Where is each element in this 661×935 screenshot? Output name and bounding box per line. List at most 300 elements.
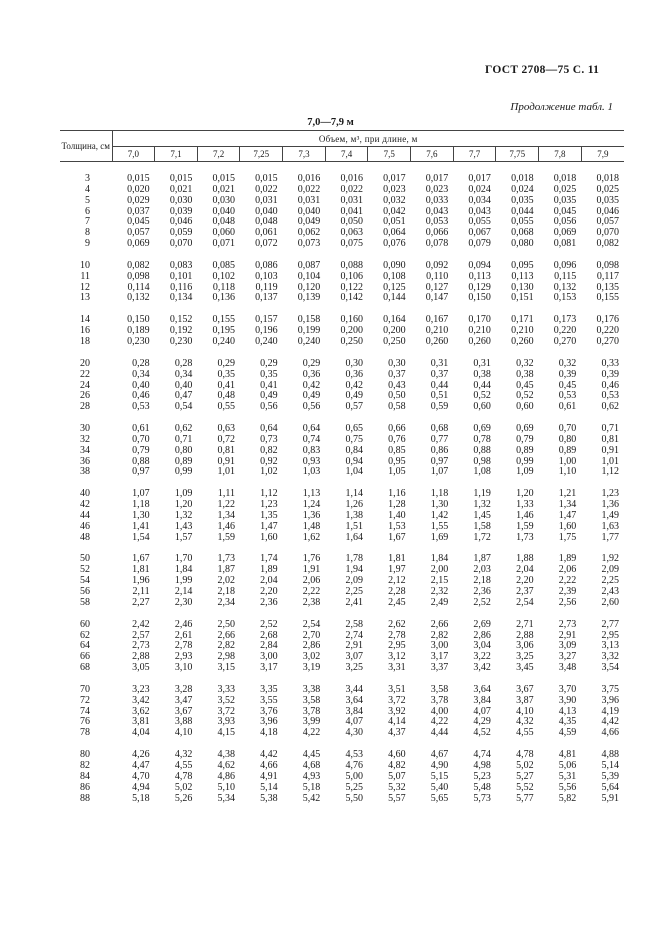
volume-cell: 0,240	[297, 335, 321, 347]
volume-cell: 1,87	[217, 564, 235, 576]
volume-cell: 0,048	[255, 216, 278, 228]
volume-cell: 1,70	[174, 553, 193, 565]
volume-cell: 2,14	[174, 586, 193, 597]
volume-cell: 3,28	[174, 683, 193, 695]
volume-cell: 2,38	[302, 596, 321, 608]
volume-cell: 1,67	[388, 531, 406, 543]
volume-cell: 2,00	[430, 564, 449, 576]
volume-cell: 0,45	[558, 379, 577, 391]
volume-cell: 0,073	[297, 238, 321, 250]
volume-cell: 0,80	[174, 444, 193, 456]
volume-cell: 0,025	[596, 183, 619, 195]
volume-cell: 0,54	[174, 401, 193, 413]
volume-cell: 2,34	[217, 596, 235, 608]
volume-cell: 2,60	[601, 596, 619, 608]
volume-cell: 2,86	[473, 629, 491, 641]
volume-cell: 4,38	[217, 749, 235, 761]
volume-cell: 3,19	[302, 662, 321, 674]
volume-cell: 0,119	[255, 281, 278, 293]
volume-cell: 1,59	[217, 531, 235, 543]
volume-cell: 0,63	[217, 423, 235, 435]
volume-cell: 0,094	[468, 259, 491, 271]
length-header-cell: 7,9	[581, 147, 624, 162]
volume-cell: 0,32	[516, 357, 534, 369]
thickness-cell: 88	[80, 792, 90, 804]
volume-cell: 0,200	[340, 325, 363, 337]
volume-cell: 2,25	[601, 575, 619, 587]
volume-cell: 0,164	[383, 314, 406, 326]
volume-cell: 3,88	[174, 716, 193, 728]
thickness-cell: 13	[80, 292, 90, 304]
volume-cell: 4,68	[302, 759, 321, 771]
volume-cell: 3,93	[217, 716, 235, 728]
volume-cell: 4,32	[516, 716, 534, 728]
volume-cell: 0,055	[511, 216, 534, 228]
volume-cell: 0,051	[383, 216, 406, 228]
volume-cell: 1,67	[132, 553, 150, 565]
volume-cell: 0,135	[596, 281, 619, 293]
volume-cell: 3,00	[260, 651, 278, 663]
volume-cell: 5,18	[302, 781, 321, 793]
volume-cell: 0,99	[516, 455, 534, 467]
volume-cell: 2,49	[430, 596, 449, 608]
volume-cell: 0,83	[302, 444, 321, 456]
volume-cell: 0,041	[340, 205, 363, 217]
volume-cell: 4,82	[388, 759, 406, 771]
volume-cell: 0,47	[174, 390, 193, 402]
volume-cell: 2,71	[516, 618, 534, 630]
volume-cell: 1,13	[302, 488, 321, 500]
volume-cell: 0,018	[596, 173, 619, 184]
volume-cell: 0,069	[127, 238, 150, 250]
volume-cell: 0,017	[468, 173, 491, 184]
volume-cell: 3,10	[174, 662, 193, 674]
volume-cell: 0,34	[174, 368, 193, 380]
volume-cell: 0,58	[388, 401, 406, 413]
thickness-cell: 36	[80, 455, 90, 467]
volume-cell: 0,91	[601, 444, 619, 456]
thickness-cell: 7	[85, 216, 90, 228]
volume-cell: 5,64	[601, 781, 619, 793]
thickness-cell: 82	[80, 759, 90, 771]
volume-cell: 5,18	[132, 792, 150, 804]
volume-cell: 1,04	[345, 466, 363, 478]
volume-cell: 1,53	[388, 520, 406, 532]
volume-cell: 0,031	[255, 194, 278, 206]
volume-cell: 1,59	[516, 520, 534, 532]
volume-cell: 0,021	[212, 183, 235, 195]
volume-cell: 4,37	[388, 727, 406, 739]
volume-cell: 4,55	[516, 727, 534, 739]
volume-cell: 0,061	[255, 227, 278, 239]
volume-cell: 0,022	[297, 183, 321, 195]
volume-header: Объем, м³, при длине, м	[112, 131, 624, 147]
volume-cell: 1,84	[430, 553, 449, 565]
volume-cell: 1,92	[601, 553, 619, 565]
volume-cell: 3,37	[430, 662, 449, 674]
volume-cell: 5,65	[430, 792, 449, 804]
volume-cell: 0,018	[553, 173, 577, 184]
volume-cell: 1,55	[430, 520, 449, 532]
volume-cell: 1,24	[302, 499, 321, 511]
volume-cell: 1,11	[217, 488, 235, 500]
volume-cell: 2,98	[217, 651, 235, 663]
volume-cell: 3,90	[558, 694, 577, 706]
volume-cell: 0,113	[511, 270, 534, 282]
thickness-cell: 32	[80, 433, 90, 445]
volume-cell: 1,21	[558, 488, 577, 500]
volume-cell: 4,04	[132, 727, 150, 739]
volume-cell: 0,86	[430, 444, 449, 456]
volume-cell: 0,134	[169, 292, 193, 304]
table-body	[60, 162, 624, 805]
volume-cell: 0,80	[558, 433, 577, 445]
table-row	[60, 272, 624, 283]
table-row	[60, 402, 624, 413]
volume-cell: 1,46	[516, 509, 534, 521]
volume-cell: 4,10	[516, 705, 534, 717]
volume-cell: 2,32	[430, 586, 449, 597]
volume-cell: 2,04	[516, 564, 534, 576]
volume-cell: 0,60	[516, 401, 534, 413]
volume-cell: 0,98	[473, 455, 491, 467]
volume-cell: 0,039	[169, 205, 193, 217]
volume-cell: 4,67	[430, 749, 449, 761]
volume-cell: 1,73	[217, 553, 235, 565]
volume-cell: 4,94	[132, 781, 150, 793]
thickness-cell: 20	[80, 357, 90, 369]
thickness-cell: 4	[85, 183, 90, 195]
volume-cell: 1,20	[174, 499, 193, 511]
volume-cell: 4,74	[473, 749, 491, 761]
volume-cell: 0,127	[425, 281, 449, 293]
volume-cell: 3,52	[217, 694, 235, 706]
volume-cell: 1,81	[132, 564, 150, 576]
volume-cell: 0,113	[468, 270, 491, 282]
volume-cell: 0,88	[473, 444, 491, 456]
volume-cell: 0,79	[516, 433, 534, 445]
thickness-cell: 14	[80, 314, 90, 326]
volume-cell: 0,44	[473, 379, 491, 391]
volume-cell: 0,017	[425, 173, 449, 184]
volume-cell: 0,018	[511, 173, 534, 184]
volume-cell: 0,022	[340, 183, 363, 195]
volume-cell: 2,70	[302, 629, 321, 641]
volume-cell: 1,97	[388, 564, 406, 576]
volume-cell: 0,35	[217, 368, 235, 380]
thickness-cell: 12	[80, 281, 90, 293]
volume-cell: 0,066	[425, 227, 449, 239]
volume-cell: 2,25	[345, 586, 363, 597]
volume-cell: 5,82	[558, 792, 577, 804]
volume-cell: 0,030	[169, 194, 193, 206]
volume-cell: 1,89	[260, 564, 278, 576]
volume-cell: 0,040	[255, 205, 278, 217]
thickness-cell: 8	[85, 227, 90, 239]
volume-cell: 2,15	[430, 575, 449, 587]
thickness-cell: 72	[80, 694, 90, 706]
volume-cell: 0,199	[297, 325, 321, 337]
volume-cell: 0,024	[468, 183, 491, 195]
volume-cell: 0,025	[553, 183, 577, 195]
volume-cell: 0,023	[425, 183, 449, 195]
volume-cell: 2,52	[260, 618, 278, 630]
volume-cell: 2,93	[174, 651, 193, 663]
volume-cell: 0,69	[516, 423, 534, 435]
volume-cell: 0,046	[169, 216, 193, 228]
volume-cell: 1,02	[260, 466, 278, 478]
section-title: 7,0—7,9 м	[307, 117, 354, 128]
volume-cell: 2,68	[260, 629, 278, 641]
volume-cell: 2,57	[132, 629, 150, 641]
volume-cell: 3,78	[430, 694, 449, 706]
thickness-cell: 28	[80, 401, 90, 413]
volume-cell: 0,53	[601, 390, 619, 402]
volume-cell: 0,151	[511, 292, 534, 304]
volume-cell: 5,48	[473, 781, 491, 793]
thickness-cell: 46	[80, 520, 90, 532]
volume-cell: 0,096	[553, 259, 577, 271]
volume-cell: 2,02	[217, 575, 235, 587]
volume-cell: 0,150	[468, 292, 491, 304]
volume-cell: 0,016	[340, 173, 363, 184]
volume-cell: 0,73	[260, 433, 278, 445]
volume-cell: 0,022	[255, 183, 278, 195]
volume-cell: 2,20	[516, 575, 534, 587]
volume-cell: 3,64	[473, 683, 491, 695]
volume-cell: 0,260	[425, 335, 449, 347]
volume-cell: 3,64	[345, 694, 363, 706]
volume-cell: 2,22	[558, 575, 577, 587]
volume-cell: 2,69	[473, 618, 491, 630]
table-continuation-note: Продолжение табл. 1	[510, 101, 613, 113]
volume-cell: 0,97	[430, 455, 449, 467]
volume-cell: 0,195	[212, 325, 235, 337]
volume-cell: 0,39	[601, 368, 619, 380]
volume-cell: 0,167	[425, 314, 449, 326]
volume-cell: 3,47	[174, 694, 193, 706]
volume-cell: 0,78	[473, 433, 491, 445]
volume-cell: 0,220	[553, 325, 577, 337]
volume-cell: 3,96	[260, 716, 278, 728]
volume-cell: 1,60	[558, 520, 577, 532]
volume-cell: 0,97	[132, 466, 150, 478]
volume-cell: 1,05	[388, 466, 406, 478]
volume-cell: 0,171	[511, 314, 534, 326]
volume-cell: 2,41	[345, 596, 363, 608]
volume-cell: 0,79	[132, 444, 150, 456]
volume-cell: 0,34	[132, 368, 150, 380]
volume-cell: 0,59	[430, 401, 449, 413]
volume-cell: 0,196	[255, 325, 278, 337]
volume-cell: 0,158	[297, 314, 321, 326]
volume-cell: 0,189	[127, 325, 150, 337]
volume-cell: 2,88	[132, 651, 150, 663]
volume-cell: 0,220	[596, 325, 619, 337]
thickness-cell: 68	[80, 662, 90, 674]
volume-cell: 0,75	[345, 433, 363, 445]
volume-cell: 2,50	[217, 618, 235, 630]
volume-cell: 1,45	[473, 509, 491, 521]
volume-cell: 1,75	[558, 531, 577, 543]
table-row	[60, 522, 624, 533]
volume-cell: 0,56	[260, 401, 278, 413]
volume-cell: 1,89	[558, 553, 577, 565]
volume-cell: 4,42	[260, 749, 278, 761]
volume-cell: 1,51	[345, 520, 363, 532]
volume-cell: 5,00	[345, 770, 363, 782]
volume-cell: 5,77	[516, 792, 534, 804]
volume-cell: 0,043	[468, 205, 491, 217]
volume-cell: 0,71	[601, 423, 619, 435]
volume-cell: 0,38	[516, 368, 534, 380]
volume-cell: 1,58	[473, 520, 491, 532]
volume-cell: 0,035	[553, 194, 577, 206]
volume-cell: 1,49	[601, 509, 619, 521]
table-row	[60, 620, 624, 631]
volume-cell: 4,60	[388, 749, 406, 761]
volume-cell: 0,055	[468, 216, 491, 228]
volume-cell: 0,38	[473, 368, 491, 380]
volume-cell: 0,108	[383, 270, 406, 282]
thickness-cell: 66	[80, 651, 90, 663]
volume-cell: 0,30	[345, 357, 363, 369]
volume-cell: 2,39	[558, 586, 577, 597]
volume-cell: 2,62	[388, 618, 406, 630]
volume-cell: 2,06	[302, 575, 321, 587]
volume-cell: 0,81	[217, 444, 235, 456]
volume-cell: 3,31	[388, 662, 406, 674]
volume-cell: 4,78	[174, 770, 193, 782]
volume-cell: 2,09	[345, 575, 363, 587]
volume-cell: 1,74	[260, 553, 278, 565]
volume-cell: 0,29	[302, 357, 321, 369]
volume-cell: 1,00	[558, 455, 577, 467]
volume-cell: 1,96	[132, 575, 150, 587]
volume-cell: 3,44	[345, 683, 363, 695]
volume-cell: 1,30	[430, 499, 449, 511]
volume-cell: 1,34	[558, 499, 577, 511]
volume-cell: 1,36	[601, 499, 619, 511]
volume-cell: 3,17	[260, 662, 278, 674]
volume-cell: 0,031	[340, 194, 363, 206]
volume-cell: 4,35	[558, 716, 577, 728]
volume-cell: 0,57	[345, 401, 363, 413]
thickness-cell: 24	[80, 379, 90, 391]
volume-cell: 0,40	[174, 379, 193, 391]
volume-cell: 0,50	[388, 390, 406, 402]
volume-cell: 0,29	[260, 357, 278, 369]
volume-cell: 1,20	[516, 488, 534, 500]
volume-cell: 0,040	[297, 205, 321, 217]
volume-cell: 0,015	[169, 173, 193, 184]
volume-cell: 2,91	[345, 640, 363, 652]
volume-cell: 0,48	[217, 390, 235, 402]
volume-cell: 0,56	[302, 401, 321, 413]
thickness-cell: 86	[80, 781, 90, 793]
volume-cell: 4,14	[388, 716, 406, 728]
volume-cell: 0,082	[596, 238, 619, 250]
volume-cell: 0,84	[345, 444, 363, 456]
volume-cell: 0,072	[255, 238, 278, 250]
volume-cell: 0,39	[558, 368, 577, 380]
volume-cell: 0,77	[430, 433, 449, 445]
volume-cell: 2,43	[601, 586, 619, 597]
volume-cell: 4,15	[217, 727, 235, 739]
volume-cell: 1,33	[516, 499, 534, 511]
thickness-cell: 34	[80, 444, 90, 456]
volume-cell: 0,024	[511, 183, 534, 195]
volume-cell: 0,155	[596, 292, 619, 304]
volume-cell: 0,150	[127, 314, 150, 326]
volume-cell: 1,81	[388, 553, 406, 565]
table-row	[60, 370, 624, 381]
volume-cell: 1,87	[473, 553, 491, 565]
volume-cell: 2,20	[260, 586, 278, 597]
volume-cell: 0,53	[132, 401, 150, 413]
volume-cell: 0,53	[558, 390, 577, 402]
volume-cell: 0,82	[260, 444, 278, 456]
thickness-cell: 38	[80, 466, 90, 478]
volume-cell: 0,063	[340, 227, 363, 239]
volume-cell: 2,18	[217, 586, 235, 597]
thickness-cell: 11	[80, 270, 90, 282]
volume-cell: 0,057	[127, 227, 150, 239]
volume-cell: 1,94	[345, 564, 363, 576]
volume-cell: 3,07	[345, 651, 363, 663]
volume-cell: 0,250	[383, 335, 406, 347]
volume-cell: 4,47	[132, 759, 150, 771]
volume-cell: 0,62	[174, 423, 193, 435]
volume-cell: 1,62	[302, 531, 321, 543]
volume-cell: 0,060	[212, 227, 235, 239]
volume-cell: 3,35	[260, 683, 278, 695]
volume-cell: 2,22	[302, 586, 321, 597]
volume-cell: 3,27	[558, 651, 577, 663]
volume-cell: 0,99	[174, 466, 193, 478]
volume-cell: 0,55	[217, 401, 235, 413]
volume-cell: 1,54	[132, 531, 150, 543]
volume-cell: 5,25	[345, 781, 363, 793]
volume-cell: 5,52	[516, 781, 534, 793]
volume-cell: 2,66	[217, 629, 235, 641]
volume-cell: 0,053	[425, 216, 449, 228]
volume-cell: 1,22	[217, 499, 235, 511]
volume-cell: 1,57	[174, 531, 193, 543]
volume-cell: 0,65	[345, 423, 363, 435]
volume-cell: 0,015	[212, 173, 235, 184]
volume-cell: 1,03	[302, 466, 321, 478]
volume-cell: 0,069	[553, 227, 577, 239]
volume-cell: 3,72	[217, 705, 235, 717]
volume-cell: 0,88	[132, 455, 150, 467]
volume-cell: 5,26	[174, 792, 193, 804]
volume-cell: 4,98	[473, 759, 491, 771]
volume-cell: 0,43	[388, 379, 406, 391]
volume-cell: 2,91	[558, 629, 577, 641]
volume-table	[60, 130, 624, 804]
volume-cell: 0,057	[596, 216, 619, 228]
volume-cell: 2,74	[345, 629, 363, 641]
volume-cell: 0,101	[169, 270, 193, 282]
volume-cell: 0,30	[388, 357, 406, 369]
volume-cell: 3,33	[217, 683, 235, 695]
volume-cell: 0,083	[169, 259, 193, 271]
volume-cell: 2,58	[345, 618, 363, 630]
thickness-cell: 22	[80, 368, 90, 380]
length-header-cell: 7,1	[155, 147, 198, 162]
volume-cell: 0,088	[340, 259, 363, 271]
